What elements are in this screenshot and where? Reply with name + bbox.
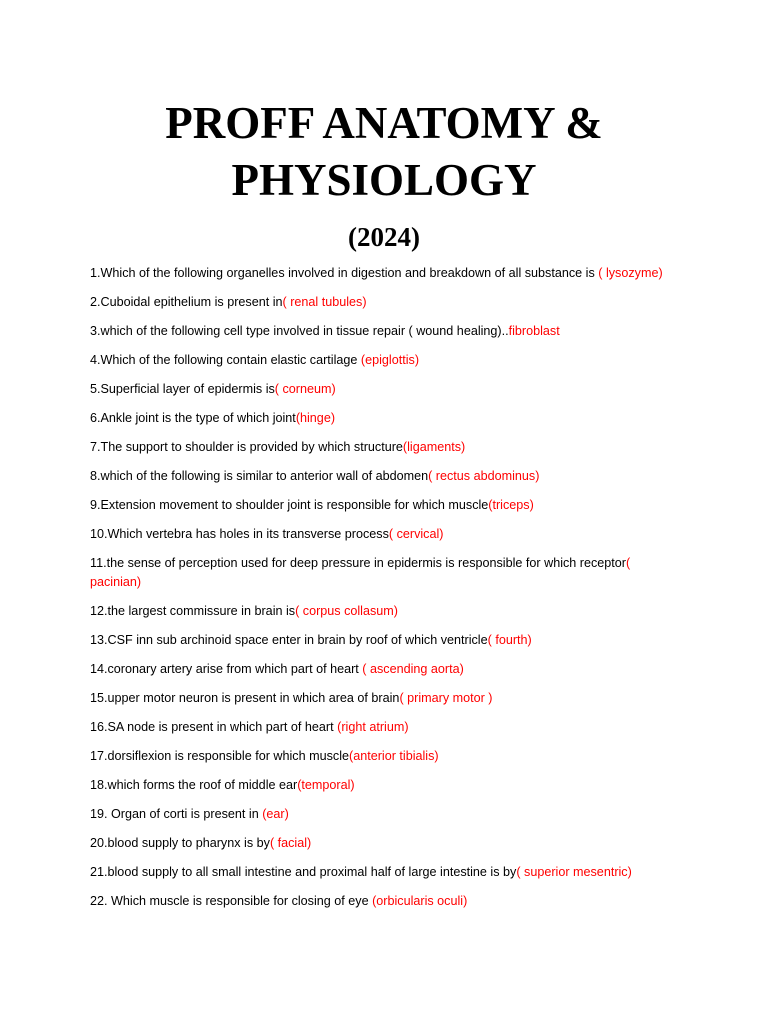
answer-text: ( lysozyme) [598, 266, 663, 280]
question-text: 2.Cuboidal epithelium is present in [90, 295, 283, 309]
answer-text: (anterior tibialis) [349, 749, 439, 763]
question-item [90, 718, 680, 737]
question-item [90, 747, 680, 766]
answer-text: (hinge) [295, 411, 336, 425]
question-item [90, 525, 680, 544]
question-text: 17.dorsiflexion is responsible for which muscle [90, 749, 349, 763]
question-text: 16.SA node is present in which part of heart [90, 720, 338, 734]
question-item [90, 351, 680, 370]
question-item [90, 689, 680, 708]
answer-text: (temporal) [297, 778, 355, 792]
question-item [90, 264, 680, 283]
answer-text: (orbicularis oculi) [372, 894, 468, 908]
question-text: 5.Superficial layer of epidermis is [90, 382, 275, 396]
question-text: 11.the sense of perception used for deep pressure in epidermis is responsible for which receptor [90, 556, 626, 570]
title-line-2: PHYSIOLOGY [231, 155, 537, 205]
question-text: 21.blood supply to all small intestine and proximal half of large intestine is by [90, 865, 517, 879]
question-item [90, 805, 680, 824]
document-year: (2024) [348, 222, 420, 252]
question-item [90, 660, 680, 679]
question-text: 14.coronary artery arise from which part of heart [90, 662, 363, 676]
question-text: 22. Which muscle is responsible for closing of eye [90, 894, 373, 908]
question-text: 10.Which vertebra has holes in its transverse process [90, 527, 389, 541]
answer-text: (epiglottis) [360, 353, 420, 367]
answer-text: ( facial) [269, 836, 312, 850]
question-item [90, 554, 680, 592]
answer-text: (right atrium) [337, 720, 409, 734]
question-text: 9.Extension movement to shoulder joint is responsible for which muscle [90, 498, 489, 512]
question-item [90, 863, 680, 882]
question-text: 1.Which of the following organelles involved in digestion and breakdown of all substance is [90, 266, 599, 280]
answer-text: ( corpus collasum) [295, 604, 398, 618]
question-item [90, 892, 680, 911]
answer-text: ( primary motor ) [399, 691, 493, 705]
answer-text: fibroblast [508, 324, 560, 338]
question-item [90, 380, 680, 399]
question-text: 4.Which of the following contain elastic cartilage [90, 353, 361, 367]
question-item [90, 631, 680, 650]
answer-text: ( fourth) [487, 633, 532, 647]
document-title [0, 95, 768, 209]
answer-text: (triceps) [488, 498, 534, 512]
question-item [90, 496, 680, 515]
answer-text: (ligaments) [402, 440, 466, 454]
question-item [90, 438, 680, 457]
question-text: 20.blood supply to pharynx is by [90, 836, 270, 850]
question-item [90, 602, 680, 621]
question-text: 13.CSF inn sub archinoid space enter in brain by roof of which ventricle [90, 633, 488, 647]
answer-text: ( superior mesentric) [516, 865, 632, 879]
answer-text: ( cervical) [388, 527, 444, 541]
question-text: 12.the largest commissure in brain is [90, 604, 296, 618]
answer-text: ( corneum) [274, 382, 336, 396]
answer-text: ( renal tubules) [282, 295, 367, 309]
question-item [90, 467, 680, 486]
question-text: 7.The support to shoulder is provided by which structure [90, 440, 403, 454]
question-text: 18.which forms the roof of middle ear [90, 778, 298, 792]
question-item [90, 293, 680, 312]
answer-text: ( ascending aorta) [362, 662, 464, 676]
question-text: 19. Organ of corti is present in [90, 807, 263, 821]
question-item [90, 322, 680, 341]
question-text: 6.Ankle joint is the type of which joint [90, 411, 296, 425]
question-text: 8.which of the following is similar to anterior wall of abdomen [90, 469, 429, 483]
title-line-1: PROFF ANATOMY & [165, 98, 603, 148]
question-item [90, 409, 680, 428]
answer-text: (ear) [262, 807, 289, 821]
question-item [90, 776, 680, 795]
answer-text: ( pacinian) [90, 556, 631, 589]
question-list [90, 264, 680, 921]
question-text: 3.which of the following cell type involved in tissue repair ( wound healing).. [90, 324, 509, 338]
question-item [90, 834, 680, 853]
answer-text: ( rectus abdominus) [428, 469, 540, 483]
question-text: 15.upper motor neuron is present in which area of brain [90, 691, 400, 705]
